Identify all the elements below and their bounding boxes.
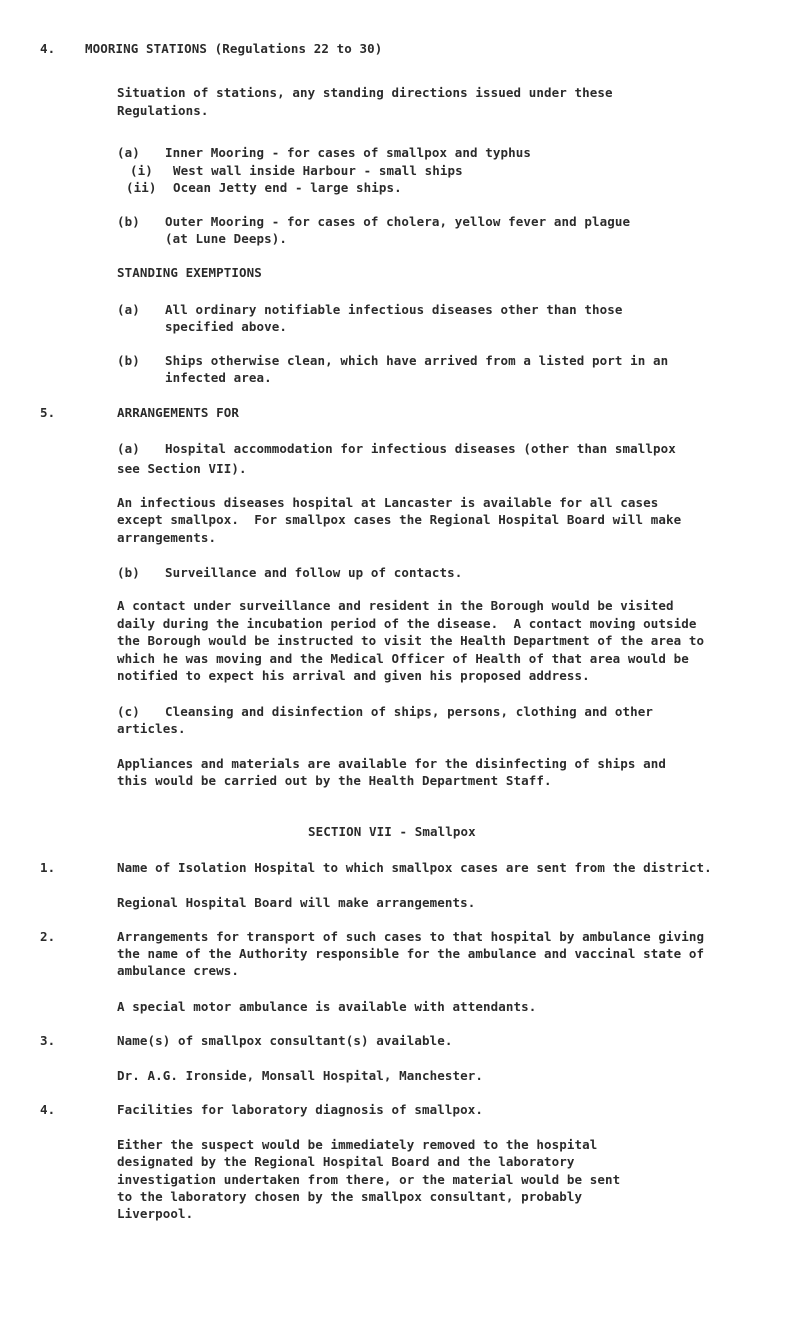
item-number: 5. [40,405,56,420]
list-text: Hospital accommodation for infectious diseases (other than smallpox [165,441,676,456]
paragraph-line: this would be carried out by the Health Department Staff. [117,773,552,788]
list-text: Inner Mooring - for cases of smallpox and typhus [165,145,532,160]
paragraph-line: daily during the incubation period of the disease. A contact moving outside [117,616,697,631]
list-text: see Section VII). [117,461,247,476]
list-label: (a) [117,441,140,456]
list-label: (i) [130,163,153,178]
list-label: (b) [117,214,140,229]
list-text: Ocean Jetty end - large ships. [173,180,402,195]
answer-text: A special motor ambulance is available with attendants. [117,999,537,1014]
paragraph-line: which he was moving and the Medical Officer of Health of that area would be [117,651,689,666]
question-text: Name(s) of smallpox consultant(s) available. [117,1033,453,1048]
section-heading: ARRANGEMENTS FOR [117,405,240,420]
question-text: Arrangements for transport of such cases to that hospital by ambulance giving [117,929,705,944]
answer-text: Liverpool. [117,1206,194,1221]
section-title: SECTION VII - Smallpox [308,824,476,839]
item-number: 2. [40,929,56,944]
question-text: Name of Isolation Hospital to which smallpox cases are sent from the district. [117,860,712,875]
list-label: (a) [117,145,140,160]
list-text: (at Lune Deeps). [165,231,288,246]
paragraph-line: Regulations. [117,103,209,118]
answer-text: to the laboratory chosen by the smallpox consultant, probably [117,1189,583,1204]
list-text: Surveillance and follow up of contacts. [165,565,463,580]
paragraph-line: A contact under surveillance and resident in the Borough would be visited [117,598,674,613]
question-text: ambulance crews. [117,963,240,978]
answer-text: Regional Hospital Board will make arrangements. [117,895,476,910]
paragraph-line: Appliances and materials are available for the disinfecting of ships and [117,756,667,771]
item-number: 1. [40,860,56,875]
question-text: Facilities for laboratory diagnosis of smallpox. [117,1102,484,1117]
answer-text: Dr. A.G. Ironside, Monsall Hospital, Manchester. [117,1068,484,1083]
list-label: (a) [117,302,140,317]
list-label: (ii) [126,180,157,195]
answer-text: investigation undertaken from there, or the material would be sent [117,1172,621,1187]
list-label: (b) [117,353,140,368]
list-text: Outer Mooring - for cases of cholera, yellow fever and plague [165,214,631,229]
paragraph-line: the Borough would be instructed to visit the Health Department of the area to [117,633,705,648]
answer-text: designated by the Regional Hospital Board and the laboratory [117,1154,575,1169]
list-label: (b) [117,565,140,580]
paragraph-line: notified to expect his arrival and given his proposed address. [117,668,590,683]
question-text: the name of the Authority responsible for the ambulance and vaccinal state of [117,946,705,961]
list-text: Ships otherwise clean, which have arrived from a listed port in an [165,353,669,368]
list-text: infected area. [165,370,272,385]
paragraph-line: An infectious diseases hospital at Lancaster is available for all cases [117,495,659,510]
subheading: STANDING EXEMPTIONS [117,265,262,280]
item-number: 3. [40,1033,56,1048]
paragraph-line: arrangements. [117,530,217,545]
list-text: West wall inside Harbour - small ships [173,163,463,178]
answer-text: Either the suspect would be immediately removed to the hospital [117,1137,598,1152]
item-number: 4. [40,1102,56,1117]
list-text: All ordinary notifiable infectious diseases other than those [165,302,623,317]
paragraph-line: except smallpox. For smallpox cases the Regional Hospital Board will make [117,512,682,527]
paragraph-line: Situation of stations, any standing directions issued under these [117,85,613,100]
list-text: specified above. [165,319,288,334]
list-label: (c) [117,704,140,719]
item-number: 4. [40,41,56,56]
section-heading: MOORING STATIONS (Regulations 22 to 30) [85,41,383,56]
list-text: Cleansing and disinfection of ships, persons, clothing and other [165,704,654,719]
list-text: articles. [117,721,186,736]
